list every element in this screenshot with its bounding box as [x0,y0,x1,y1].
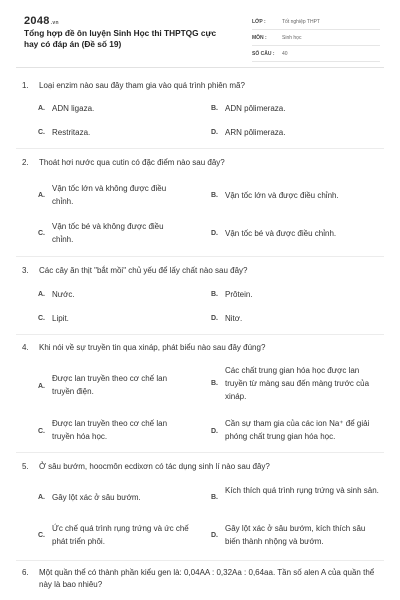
document-title: Tổng hợp đề ôn luyện Sinh Học thi THPTQG cực hay có đáp án (Đề số 19) [24,28,217,49]
option-letter: C. [38,315,45,322]
option-text: Gây lột xác ở sâu bướm, kích thích sâu biến thành nhộng và bướm. [225,524,366,546]
option-text: Nước. [52,290,75,299]
question-text: Loại enzim nào sau đây tham gia vào quá trình phiên mã? [39,81,245,90]
option-text: Vận tốc lớn và không được điều chỉnh. [52,184,167,206]
page-header [0,0,400,76]
site-logo[interactable] [24,15,59,27]
option-text: Restritaza. [52,128,91,137]
header-divider [16,67,384,68]
question-divider [16,452,384,453]
question-number: 3. [22,266,29,275]
logo-text: 2048 [24,15,50,27]
option-text: Vận tốc lớn và được điều chỉnh. [225,191,339,200]
option-text: ARN pôlimeraza. [225,128,286,137]
option-text: Ức chế quá trình rụng trứng và ức chế phát triển phôi. [52,524,189,546]
option-text: Nitơ. [225,314,243,323]
option-letter: A. [38,383,45,390]
question-text: Một quần thể có thành phần kiểu gen là: 0,04AA : 0,32Aa : 0,64aa. Tần số alen A của quần thể này là bao nhiêu? [39,568,375,589]
document-meta [252,14,380,62]
option-letter: A. [38,192,45,199]
option-text: ADN ligaza. [52,104,95,113]
option-text: Vận tốc bé và được điều chỉnh. [225,229,337,238]
question-number: 6. [22,568,29,577]
meta-value: Tốt nghiệp THPT [282,18,320,25]
option-text: Cần sự tham gia của các ion Na⁺ để giải phóng chất trung gian hóa học. [225,419,370,441]
option-text: Kích thích quá trình rụng trứng và sinh sản. [225,486,379,495]
option-text: Gây lột xác ở sâu bướm. [52,493,141,502]
option-letter: D. [211,428,218,435]
option-letter: A. [38,105,45,112]
option-text: Các chất trung gian hóa học được lan truyền từ màng sau đến màng trước của xináp. [225,366,370,401]
meta-label: SỐ CÂU : [252,50,275,57]
option-text: Lipit. [52,314,69,323]
option-text: Prôtein. [225,290,253,299]
option-letter: D. [211,230,218,237]
question-text: Ở sâu bướm, hoocmôn ecdixơn có tác dụng sinh lí nào sau đây? [39,462,270,471]
option-letter: C. [38,428,45,435]
question-divider [16,334,384,335]
option-letter: B. [211,105,218,112]
option-text: Vận tốc bé và không được điều chỉnh. [52,222,164,244]
option-letter: D. [211,532,218,539]
option-text: Được lan truyền theo cơ chế lan truyền hóa học. [52,419,168,441]
question-number: 1. [22,81,29,90]
option-text: Được lan truyền theo cơ chế lan truyền điện. [52,374,168,396]
option-letter: B. [211,291,218,298]
question-divider [16,148,384,149]
option-text: ADN pôlimeraza. [225,104,286,113]
question-divider [16,560,384,561]
meta-row-class [252,14,380,30]
question-text: Các cây ăn thịt "bắt mồi" chủ yếu để lấy chất nào sau đây? [39,266,248,275]
meta-value: Sinh học [282,34,302,41]
meta-label: MÔN : [252,34,267,41]
option-letter: C. [38,129,45,136]
question-text: Khi nói về sự truyền tin qua xináp, phát biểu nào sau đây đúng? [39,343,266,352]
logo-suffix: .vn [50,20,59,26]
option-letter: D. [211,315,218,322]
question-number: 2. [22,158,29,167]
option-letter: B. [211,380,218,387]
meta-row-subject [252,30,380,46]
meta-label: LỚP : [252,18,266,25]
question-number: 5. [22,462,29,471]
option-letter: A. [38,291,45,298]
meta-row-count [252,46,380,62]
meta-value: 40 [282,50,288,57]
question-text: Thoát hơi nước qua cutin có đặc điểm nào sau đây? [39,158,225,167]
option-letter: B. [211,494,218,501]
option-letter: C. [38,230,45,237]
question-divider [16,256,384,257]
option-letter: C. [38,532,45,539]
option-letter: B. [211,192,218,199]
option-letter: A. [38,494,45,501]
question-number: 4. [22,343,29,352]
option-letter: D. [211,129,218,136]
